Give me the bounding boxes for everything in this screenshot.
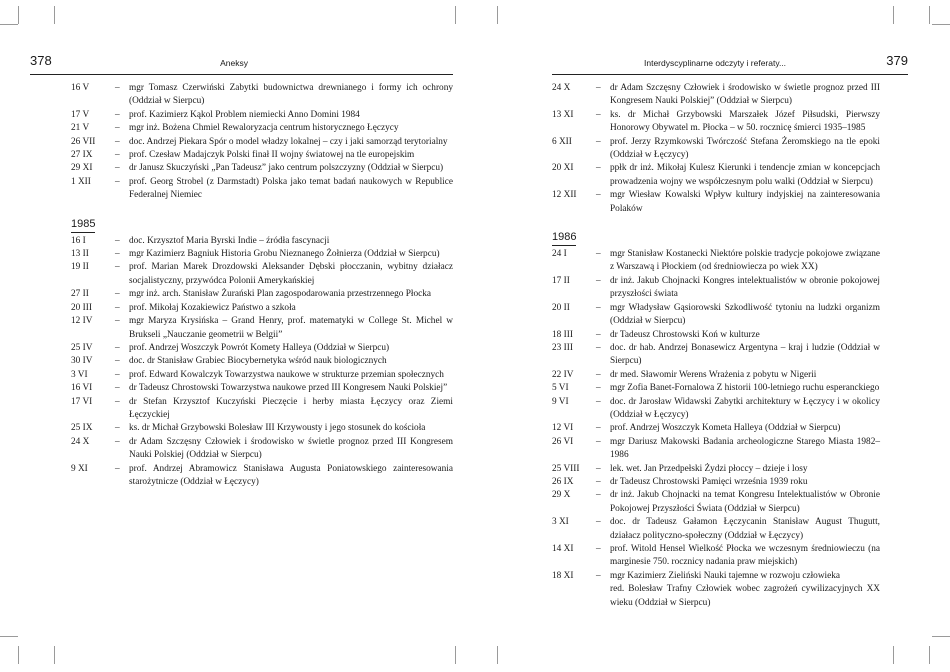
entry-date: 13 XI (552, 109, 574, 120)
entry-text: lek. wet. Jan Przedpełski Żydzi płoccy – dzieje i losy (610, 463, 808, 474)
entry-text: doc. dr Tadeusz Gałamon Łęczycanin Stanisław August Thugutt, działacz polityczno-społeczny (Oddział w Łęczycy) (610, 517, 880, 541)
entry-text: prof. Kazimierz Kąkol Problem niemiecki Anno Domini 1984 (129, 109, 360, 120)
entry-date: 20 II (552, 302, 570, 313)
entry-date: 5 VI (552, 383, 569, 394)
entry-date: 29 X (552, 490, 571, 501)
entry-dash: – (115, 150, 120, 161)
lecture-entry (71, 162, 453, 175)
entry-dash: – (596, 436, 601, 447)
lecture-entry (71, 382, 453, 395)
left-running-head: Aneksy (220, 58, 248, 68)
entry-dash: – (596, 275, 601, 286)
entry-text: dr Tadeusz Chrostowski Koń w kulturze (610, 329, 760, 340)
lecture-entry (552, 436, 880, 463)
lecture-entry (71, 109, 453, 122)
entry-dash: – (115, 235, 120, 246)
entry-text: mgr Władysław Gąsiorowski Szkodliwość tytoniu na ludzki organizm (Oddział w Sierpcu) (610, 302, 880, 327)
year-label: 1985 (71, 217, 95, 233)
lecture-entry (552, 382, 880, 395)
entry-date: 21 V (71, 123, 90, 134)
entry-text: dr Tadeusz Chrostowski Pamięci września 1939 roku (610, 476, 808, 487)
lecture-entry (71, 82, 453, 109)
lecture-entry (71, 342, 453, 355)
entry-dash: – (596, 329, 601, 340)
lecture-entry (552, 396, 880, 423)
entry-date: 17 VI (71, 396, 93, 407)
entry-date: 24 I (552, 249, 567, 260)
entry-text: prof. Jerzy Rzymkowski Twórczość Stefana Żeromskiego na tle epoki (Oddział w Łęczycy) (610, 136, 880, 161)
entry-date: 12 XII (552, 190, 577, 201)
entry-date: 24 X (71, 436, 90, 447)
right-running-header (552, 53, 908, 75)
entry-date: 16 VI (71, 383, 93, 394)
entry-text: ppłk dr inż. Mikołaj Kulesz Kierunki i tendencje zmian w koncepcjach prowadzenia wojny we współczesnym polu walki (Oddział w Sierpcu) (610, 163, 880, 187)
right-entries-list (552, 82, 880, 610)
entry-text: ks. dr Michał Grzybowski Marszałek Józef Piłsudski, Pierwszy Honorowy Obywatel m. Płocka – w 50. rocznicę śmierci 1935–1985 (610, 109, 880, 134)
entry-text: mgr Maryza Krysińska – Grand Henry, prof. matematyki w College St. Michel w Brukseli „Nauczanie geometrii w Belgii” (129, 316, 453, 340)
entry-date: 27 IX (71, 150, 93, 161)
lecture-entry (71, 463, 453, 490)
lecture-entry (71, 261, 453, 288)
entry-dash: – (596, 383, 601, 394)
lecture-entry (552, 570, 880, 583)
entry-dash: – (115, 289, 120, 300)
entry-text: dr Adam Szczęsny Człowiek i środowisko w świetle prognoz przed III Kongresem Nauki Polskiej” (Oddział w Sierpcu) (610, 83, 880, 107)
lecture-entry (552, 189, 880, 216)
lecture-entry (552, 82, 880, 109)
entry-dash: – (115, 136, 120, 147)
entry-text: prof. Czesław Madajczyk Polski finał II wojny światowej na tle europejskim (129, 150, 415, 161)
entry-date: 9 XI (71, 463, 88, 474)
right-page-number: 379 (886, 53, 908, 68)
entry-dash: – (596, 83, 601, 93)
lecture-entry (552, 302, 880, 329)
entry-dash: – (115, 356, 120, 367)
entry-dash: – (596, 163, 601, 174)
entry-text: prof. Mikołaj Kozakiewicz Państwo a szkoła (129, 302, 296, 313)
entry-text: mgr Wiesław Kowalski Wpływ kultury indyjskiej na zainteresowania Polaków (610, 190, 880, 214)
entry-date: 24 X (552, 83, 571, 93)
lecture-entry (71, 136, 453, 149)
lecture-entry (71, 288, 453, 301)
entry-text: dr inż. Jakub Chojnacki na temat Kongresu Intelektualistów w Obronie Pokojowej Przyszłości Świata (Oddział w Sierpcu) (610, 490, 880, 514)
entry-text: prof. Edward Kowalczyk Towarzystwa naukowe w strukturze przemian społecznych (129, 369, 444, 380)
entry-date: 13 II (71, 249, 89, 260)
entry-date: 22 IV (552, 369, 574, 380)
entry-text: mgr Kazimierz Bagniuk Historia Grobu Nieznanego Żołnierza (Oddział w Sierpcu) (129, 249, 440, 260)
entry-text: prof. Marian Marek Drozdowski Aleksander Dębski płocczanin, wybitny działacz socjalistyczny, przywódca Polonii Amerykańskiej (129, 262, 453, 286)
entry-text: doc. dr Jarosław Widawski Zabytki architektury w Łęczycy i w okolicy (Oddział w Łęczycy) (610, 396, 880, 420)
lecture-entry (552, 489, 880, 516)
entry-text: dr Adam Szczęsny Człowiek i środowisko w świetle prognoz przed III Kongresem Nauki Polskiej (Oddział w Sierpcu) (129, 436, 453, 461)
entry-date: 19 II (71, 262, 89, 273)
lecture-entry (552, 329, 880, 342)
entry-date: 25 IV (71, 342, 93, 353)
entry-text: mgr Tomasz Czerwiński Zabytki budownictwa drewnianego i formy ich ochrony (Oddział w Sierpcu) (129, 83, 453, 107)
right-running-head: Interdyscyplinarne odczyty i referaty... (644, 58, 787, 68)
entry-dash: – (115, 316, 120, 327)
entry-dash: – (596, 109, 601, 120)
entry-date: 18 XI (552, 570, 574, 581)
entry-date: 3 VI (71, 369, 88, 380)
entry-text: dr med. Sławomir Werens Wrażenia z pobytu w Nigerii (610, 369, 817, 380)
lecture-entry (552, 476, 880, 489)
lecture-entry (552, 516, 880, 543)
entry-text: prof. Andrzej Woszczyk Kometa Halleya (Oddział w Sierpcu) (610, 423, 841, 434)
entry-date: 20 III (71, 302, 92, 313)
entry-date: 14 XI (552, 544, 574, 554)
entry-text: ks. dr Michał Grzybowski Bolesław III Krzywousty i jego stosunek do kościoła (129, 423, 426, 434)
entry-date: 30 IV (71, 356, 93, 367)
lecture-entry (552, 275, 880, 302)
entry-text: doc. Andrzej Piekara Spór o model władzy lokalnej – czy i jaki samorząd terytorialny (129, 136, 448, 147)
entry-dash: – (596, 490, 601, 501)
entry-dash: – (115, 262, 120, 273)
entry-text: dr Janusz Skuczyński „Pan Tadeusz” jako centrum polszczyzny (Oddział w Sierpcu) (129, 163, 444, 174)
entry-date: 1 XII (71, 176, 91, 187)
year-heading (552, 230, 880, 246)
entry-date: 16 V (71, 83, 90, 93)
lecture-entry (552, 136, 880, 163)
entry-date: 9 VI (552, 396, 569, 407)
entry-dash: – (115, 163, 120, 174)
entry-dash: – (115, 383, 120, 394)
entry-text: mgr Dariusz Makowski Badania archeologiczne Starego Miasta 1982–1986 (610, 436, 880, 461)
lecture-entry (71, 235, 453, 248)
entry-date: 26 VII (71, 136, 96, 147)
left-entries-list (71, 82, 453, 489)
entry-dash: – (596, 423, 601, 434)
entry-text: mgr inż. arch. Stanisław Żurański Plan zagospodarowania przestrzennego Płocka (129, 289, 432, 300)
entry-date: 3 XI (552, 517, 569, 528)
lecture-entry (71, 436, 453, 463)
lecture-entry (71, 396, 453, 423)
entry-dash: – (596, 249, 601, 260)
entry-dash: – (115, 302, 120, 313)
lecture-entry (552, 162, 880, 189)
entry-dash: – (596, 190, 601, 201)
entry-text: doc. Krzysztof Maria Byrski Indie – źródła fascynacji (129, 235, 330, 246)
entry-date: 23 III (552, 342, 573, 353)
entry-dash: – (115, 369, 120, 380)
entry-text: prof. Andrzej Woszczyk Powrót Komety Halleya (Oddział w Sierpcu) (129, 342, 390, 353)
lecture-entry (552, 463, 880, 476)
entry-date: 12 IV (71, 316, 93, 327)
lecture-entry (71, 369, 453, 382)
entry-date: 12 VI (552, 423, 574, 434)
year-heading (71, 217, 453, 233)
year-label: 1986 (552, 230, 576, 246)
entry-text: prof. Andrzej Abramowicz Stanisława Augusta Poniatowskiego zainteresowania starożytnicze (Oddział w Łęczycy) (129, 463, 453, 487)
entry-dash: – (596, 544, 601, 554)
entry-date: 27 II (71, 289, 89, 300)
lecture-entry (71, 176, 453, 203)
lecture-entry (552, 543, 880, 570)
entry-date: 20 XI (552, 163, 574, 174)
entry-dash: – (115, 123, 120, 134)
left-page-number: 378 (30, 53, 52, 68)
entry-dash: – (596, 136, 601, 147)
entry-date: 18 III (552, 329, 573, 340)
entry-text: red. Bolesław Trafny Człowiek wobec zagrożeń cywilizacyjnych XX wieku (Oddział w Sierpcu) (610, 584, 880, 608)
entry-dash: – (115, 436, 120, 447)
entry-dash: – (115, 423, 120, 434)
entry-text: dr Stefan Krzysztof Kuczyński Pieczęcie i herby miasta Łęczycy oraz Ziemi Łęczyckiej (129, 396, 453, 420)
entry-dash: – (596, 476, 601, 487)
lecture-entry (71, 355, 453, 368)
left-running-header (30, 53, 453, 75)
entry-dash: – (115, 342, 120, 353)
entry-dash: – (115, 83, 120, 93)
entry-date: 25 VIII (552, 463, 580, 474)
entry-dash: – (115, 463, 120, 474)
entry-date: 17 V (71, 109, 90, 120)
lecture-entry (71, 248, 453, 261)
lecture-entry (71, 422, 453, 435)
entry-dash: – (596, 570, 601, 581)
lecture-entry (552, 583, 880, 610)
entry-dash: – (596, 342, 601, 353)
entry-text: doc. dr hab. Andrzej Bonasewicz Argentyna – kraj i ludzie (Oddział w Sierpcu) (610, 342, 880, 367)
lecture-entry (71, 302, 453, 315)
entry-dash: – (115, 249, 120, 260)
lecture-entry (552, 109, 880, 136)
entry-dash: – (115, 396, 120, 407)
entry-text: prof. Georg Strobel (z Darmstadt) Polska jako temat badań naukowych w Republice Federalnej Niemiec (129, 176, 453, 201)
entry-date: 26 VI (552, 436, 574, 447)
entry-dash: – (596, 463, 601, 474)
entry-date: 6 XII (552, 136, 572, 147)
entry-text: mgr Zofia Banet-Fornalowa Z historii 100-letniego ruchu esperanckiego (610, 383, 880, 394)
entry-date: 25 IX (71, 423, 93, 434)
lecture-entry (552, 342, 880, 369)
entry-date: 17 II (552, 275, 570, 286)
entry-dash: – (596, 396, 601, 407)
entry-text: dr inż. Jakub Chojnacki Kongres intelektualistów w obronie pokojowej przyszłości świata (610, 275, 880, 300)
entry-date: 29 XI (71, 163, 93, 174)
entry-date: 16 I (71, 235, 86, 246)
entry-text: mgr inż. Bożena Chmiel Rewaloryzacja centrum historycznego Łęczycy (129, 123, 399, 134)
lecture-entry (552, 369, 880, 382)
entry-text: prof. Witold Hensel Wielkość Płocka we wczesnym średniowieczu (na marginesie 750. rocznicy nadania praw miejskich) (610, 544, 880, 568)
lecture-entry (552, 422, 880, 435)
lecture-entry (71, 315, 453, 342)
entry-dash: – (596, 302, 601, 313)
entry-date: 26 IX (552, 476, 574, 487)
lecture-entry (552, 248, 880, 275)
entry-dash: – (115, 176, 120, 187)
entry-text: mgr Stanisław Kostanecki Niektóre polskie tradycje pokojowe związane z Warszawą i Płockiem (od średniowiecza po wiek XX) (610, 249, 880, 273)
entry-text: mgr Kazimierz Zieliński Nauki tajemne w rozwoju człowieka (610, 570, 841, 581)
lecture-entry (71, 122, 453, 135)
lecture-entry (71, 149, 453, 162)
entry-dash: – (596, 517, 601, 528)
entry-dash: – (115, 109, 120, 120)
entry-dash: – (596, 369, 601, 380)
entry-text: dr Tadeusz Chrostowski Towarzystwa naukowe przed III Kongresem Nauki Polskiej” (129, 383, 448, 394)
entry-text: doc. dr Stanisław Grabiec Biocybernetyka wśród nauk biologicznych (129, 356, 387, 367)
